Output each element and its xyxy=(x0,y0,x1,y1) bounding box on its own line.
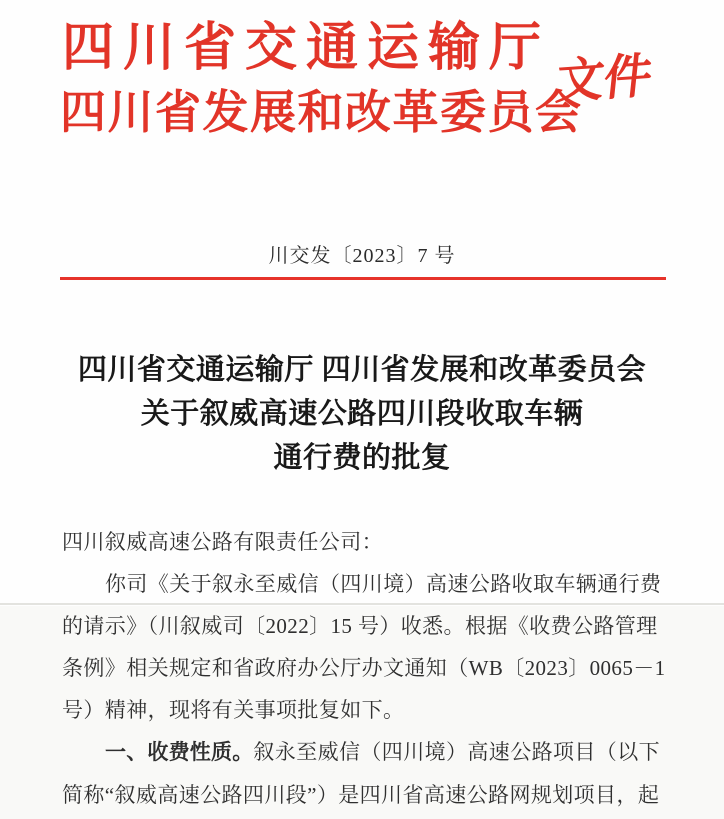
agency-name-line2: 四川省发展和改革委员会 xyxy=(60,87,583,138)
body-text xyxy=(62,521,666,816)
agency-name-line1: 四川省交通运输厅 xyxy=(62,20,551,77)
document-number: 川交发〔2023〕7 号 xyxy=(268,245,456,267)
salutation-line: 四川叙威高速公路有限责任公司： xyxy=(62,530,383,554)
paragraph-1-line-2: 的请示》（川叙威司〔2022〕15 号）收悉。根据《收费公路管理 xyxy=(62,614,658,638)
title-line-1: 四川省交通运输厅 四川省发展和改革委员会 xyxy=(77,354,647,386)
paragraph-2-line-2: 简称“叙威高速公路四川段”）是四川省高速公路网规划项目，起 xyxy=(62,783,660,807)
paragraph-1-line-4: 号）精神，现将有关事项批复如下。 xyxy=(62,698,405,722)
paragraph-2-line-1 xyxy=(62,731,662,774)
red-separator-rule xyxy=(60,277,666,280)
letterhead xyxy=(0,0,724,160)
section-heading-bold: 一、收费性质。 xyxy=(105,741,254,764)
paragraph-2-line-1-rest: 叙永至威信（四川境）高速公路项目（以下 xyxy=(253,740,661,764)
paragraph-1-line-1: 你司《关于叙永至威信（四川境）高速公路收取车辆通行费 xyxy=(105,572,662,596)
document-title xyxy=(0,348,724,480)
paragraph-1-line-3: 条例》相关规定和省政府办公厅办文通知（WB〔2023〕0065－1 xyxy=(62,656,666,680)
document-word: 文件 xyxy=(553,49,655,110)
title-line-3: 通行费的批复 xyxy=(273,442,451,474)
title-line-2: 关于叙威高速公路四川段收取车辆 xyxy=(140,398,584,430)
